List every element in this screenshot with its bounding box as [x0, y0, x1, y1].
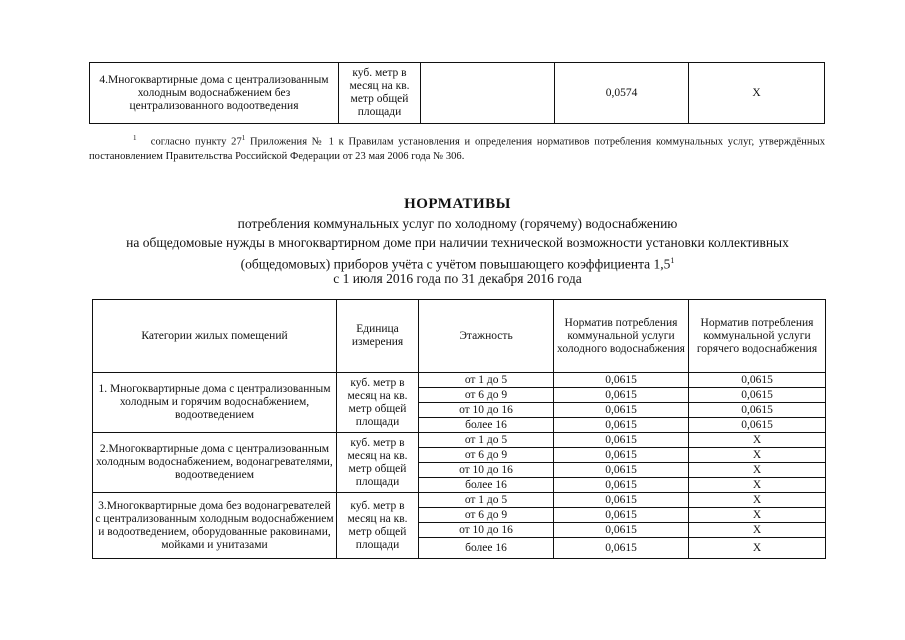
- cold-value-cell: 0,0615: [554, 403, 689, 418]
- hot-value-cell: X: [689, 523, 826, 538]
- cold-value-cell: 0,0615: [554, 508, 689, 523]
- header-unit: Единица измерения: [337, 300, 419, 373]
- cold-value-cell: 0,0615: [554, 478, 689, 493]
- footnote-marker: 1: [133, 134, 137, 142]
- category-cell: 3.Многоквартирные дома без водонагревателей с централизованным холодным водоснабжением и водоотведением, оборудованные раковинами, мойками и унитазами: [93, 493, 337, 559]
- heading-line-3-sup: 1: [670, 256, 675, 265]
- heading-line-4: с 1 июля 2016 года по 31 декабря 2016 года: [333, 271, 582, 286]
- floors-cell: от 1 до 5: [419, 433, 554, 448]
- header-category: Категории жилых помещений: [93, 300, 337, 373]
- heading-line-3-text: (общедомовых) приборов учёта с учётом повышающего коэффициента 1,5: [240, 256, 671, 272]
- cold-value-cell: 0,0574: [555, 63, 689, 124]
- norms-table: [92, 299, 826, 559]
- floors-cell: от 6 до 9: [419, 388, 554, 403]
- top-table: [89, 62, 825, 124]
- cold-value-cell: 0,0615: [554, 523, 689, 538]
- unit-cell: куб. метр в месяц на кв. метр общей площади: [337, 373, 419, 433]
- hot-value-cell: 0,0615: [689, 388, 826, 403]
- heading-line-1: потребления коммунальных услуг по холодному (горячему) водоснабжению: [237, 216, 678, 231]
- floors-cell: более 16: [419, 478, 554, 493]
- cold-value-cell: 0,0615: [554, 433, 689, 448]
- hot-value-cell: X: [689, 463, 826, 478]
- cold-value-cell: 0,0615: [554, 373, 689, 388]
- floors-cell: более 16: [419, 418, 554, 433]
- floors-cell: от 10 до 16: [419, 403, 554, 418]
- floors-cell: от 10 до 16: [419, 523, 554, 538]
- hot-value-cell: 0,0615: [689, 403, 826, 418]
- floors-cell: от 6 до 9: [419, 508, 554, 523]
- hot-value-cell: X: [689, 448, 826, 463]
- hot-value-cell: X: [689, 433, 826, 448]
- floors-cell: более 16: [419, 538, 554, 559]
- category-cell: 1. Многоквартирные дома с централизованным холодным и горячим водоснабжением, водоотведением: [93, 373, 337, 433]
- floors-cell: от 1 до 5: [419, 493, 554, 508]
- cold-value-cell: 0,0615: [554, 463, 689, 478]
- footnote-text-after: Приложения № 1 к Правилам установления и определения нормативов потребления коммунальных услуг, утверждённых постановлением Правительства Российской Федерации от 23 мая 2006 года № 306.: [89, 136, 825, 162]
- floors-cell: от 1 до 5: [419, 373, 554, 388]
- header-cold: Норматив потребления коммунальной услуги холодного водоснабжения: [554, 300, 689, 373]
- table-row: [93, 373, 826, 388]
- table-header-row: [93, 300, 826, 373]
- category-cell: 2.Многоквартирные дома с централизованным холодным водоснабжением, водонагревателями, водоотведением: [93, 433, 337, 493]
- hot-value-cell: 0,0615: [689, 373, 826, 388]
- cold-value-cell: 0,0615: [554, 388, 689, 403]
- heading-line-2: на общедомовые нужды в многоквартирном доме при наличии технической возможности установки коллективных: [126, 235, 789, 250]
- footnote-text-sup: 1: [241, 134, 246, 142]
- floors-cell: от 10 до 16: [419, 463, 554, 478]
- hot-value-cell: X: [689, 478, 826, 493]
- cold-value-cell: 0,0615: [554, 493, 689, 508]
- unit-cell: куб. метр в месяц на кв. метр общей площади: [337, 493, 419, 559]
- hot-value-cell: X: [689, 508, 826, 523]
- table-row: [93, 433, 826, 448]
- header-floors: Этажность: [419, 300, 554, 373]
- floors-cell: от 6 до 9: [419, 448, 554, 463]
- footnote: [89, 131, 825, 164]
- hot-value-cell: X: [689, 538, 826, 559]
- hot-value-cell: X: [689, 493, 826, 508]
- category-cell: 4.Многоквартирные дома с централизованным холодным водоснабжением без централизованного водоотведения: [90, 63, 339, 124]
- footnote-text-before: согласно пункту 27: [150, 136, 242, 148]
- table-row: [90, 63, 825, 124]
- table-row: [93, 493, 826, 508]
- floors-cell: [421, 63, 555, 124]
- document-title: НОРМАТИВЫ: [404, 196, 511, 212]
- unit-cell: куб. метр в месяц на кв. метр общей площади: [337, 433, 419, 493]
- cold-value-cell: 0,0615: [554, 418, 689, 433]
- hot-value-cell: 0,0615: [689, 418, 826, 433]
- hot-value-cell: X: [689, 63, 825, 124]
- cold-value-cell: 0,0615: [554, 538, 689, 559]
- cold-value-cell: 0,0615: [554, 448, 689, 463]
- header-hot: Норматив потребления коммунальной услуги горячего водоснабжения: [689, 300, 826, 373]
- unit-cell: куб. метр в месяц на кв. метр общей площади: [339, 63, 421, 124]
